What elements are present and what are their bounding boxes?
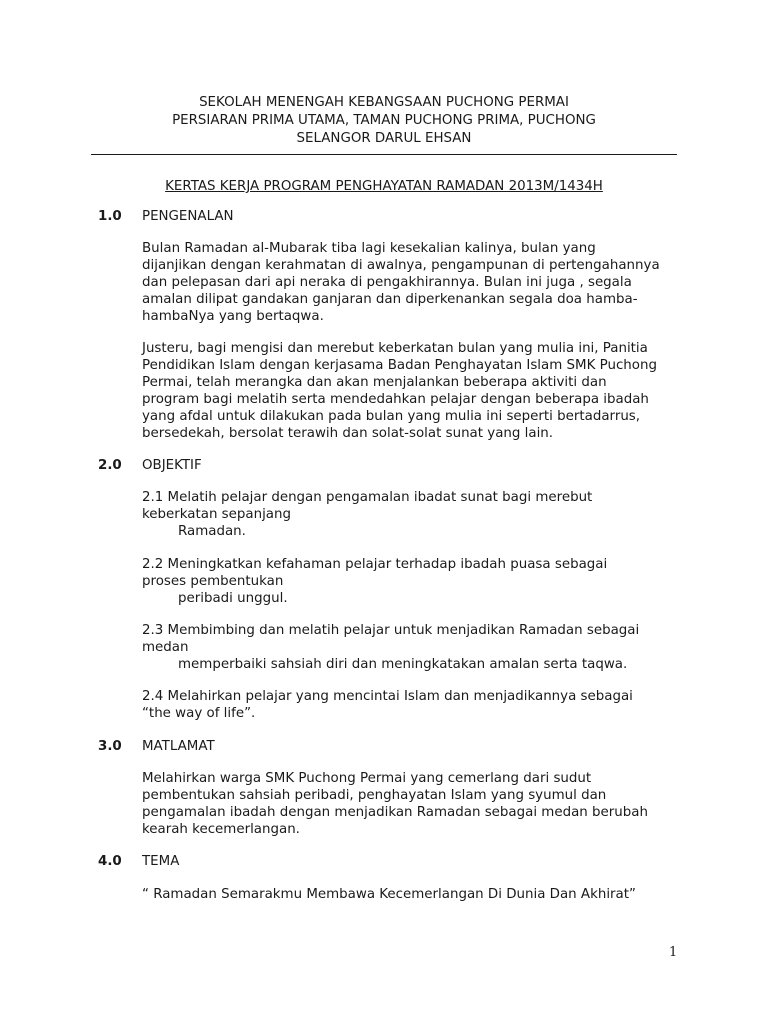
text-line: kearah kecemerlangan. <box>142 822 300 837</box>
header-line-3: SELANGOR DARUL EHSAN <box>296 131 472 146</box>
text-line: dan pelepasan dari api neraka di pengakhirannya. Bulan ini juga , segala <box>142 275 632 290</box>
school-header <box>0 94 768 148</box>
section-heading-3 <box>98 738 215 755</box>
section-title: OBJEKTIF <box>142 458 202 473</box>
text-line: 2.4 Melahirkan pelajar yang mencintai Islam dan menjadikannya sebagai <box>142 689 633 704</box>
objective-2-1 <box>142 489 702 540</box>
page-number: 1 <box>669 945 678 960</box>
text-line: Ramadan. <box>178 524 246 539</box>
objective-2-2 <box>142 556 702 607</box>
intro-paragraph-1 <box>142 240 702 325</box>
text-line: proses pembentukan <box>142 574 284 589</box>
section-number: 3.0 <box>98 739 122 754</box>
text-line: 2.3 Membimbing dan melatih pelajar untuk menjadikan Ramadan sebagai <box>142 623 640 638</box>
text-line: 2.2 Meningkatkan kefahaman pelajar terhadap ibadah puasa sebagai <box>142 557 608 572</box>
intro-paragraph-2 <box>142 340 702 442</box>
text-line: peribadi unggul. <box>178 591 288 606</box>
section-heading-4 <box>98 853 179 870</box>
text-line: program bagi melatih serta mendedahkan pelajar dengan beberapa ibadah <box>142 392 649 407</box>
text-line: pembentukan sahsiah peribadi, penghayatan Islam yang syumul dan <box>142 788 607 803</box>
text-line: keberkatan sepanjang <box>142 507 292 522</box>
text-line: memperbaiki sahsiah diri dan meningkatakan amalan serta taqwa. <box>178 657 628 672</box>
matlamat-paragraph <box>142 770 702 838</box>
text-line: pengamalan ibadah dengan menjadikan Ramadan sebagai medan berubah <box>142 805 648 820</box>
text-line: yang afdal untuk dilakukan pada bulan yang mulia ini seperti bertadarrus, <box>142 409 641 424</box>
theme-text <box>142 886 702 903</box>
header-line-2: PERSIARAN PRIMA UTAMA, TAMAN PUCHONG PRIMA, PUCHONG <box>172 113 596 128</box>
section-title: PENGENALAN <box>142 209 234 224</box>
text-line: Bulan Ramadan al-Mubarak tiba lagi kesekalian kalinya, bulan yang <box>142 241 596 256</box>
section-title: TEMA <box>142 854 180 869</box>
document-title: KERTAS KERJA PROGRAM PENGHAYATAN RAMADAN 2013M/1434H <box>165 179 603 194</box>
section-number: 4.0 <box>98 854 122 869</box>
text-line: hambaNya yang bertaqwa. <box>142 309 324 324</box>
text-line: amalan dilipat gandakan ganjaran dan diperkenankan segala doa hamba- <box>142 292 638 307</box>
section-title: MATLAMAT <box>142 739 215 754</box>
text-line: dijanjikan dengan kerahmatan di awalnya, pengampunan di pertengahannya <box>142 258 660 273</box>
text-line: “ Ramadan Semarakmu Membawa Kecemerlangan Di Dunia Dan Akhirat” <box>142 887 636 902</box>
objective-2-3 <box>142 622 702 673</box>
text-line: “the way of life”. <box>142 706 256 721</box>
text-line: Justeru, bagi mengisi dan merebut keberkatan bulan yang mulia ini, Panitia <box>142 341 648 356</box>
text-line: 2.1 Melatih pelajar dengan pengamalan ibadat sunat bagi merebut <box>142 490 593 505</box>
header-divider <box>91 154 677 155</box>
objective-2-4 <box>142 688 702 722</box>
section-heading-1 <box>98 208 234 225</box>
text-line: bersedekah, bersolat terawih dan solat-solat sunat yang lain. <box>142 426 554 441</box>
section-number: 1.0 <box>98 209 122 224</box>
text-line: Permai, telah merangka dan akan menjalankan beberapa aktiviti dan <box>142 375 607 390</box>
header-line-1: SEKOLAH MENENGAH KEBANGSAAN PUCHONG PERMAI <box>199 95 569 110</box>
section-number: 2.0 <box>98 458 122 473</box>
section-heading-2 <box>98 457 202 474</box>
text-line: Melahirkan warga SMK Puchong Permai yang cemerlang dari sudut <box>142 771 592 786</box>
text-line: Pendidikan Islam dengan kerjasama Badan Penghayatan Islam SMK Puchong <box>142 358 657 373</box>
text-line: medan <box>142 640 189 655</box>
